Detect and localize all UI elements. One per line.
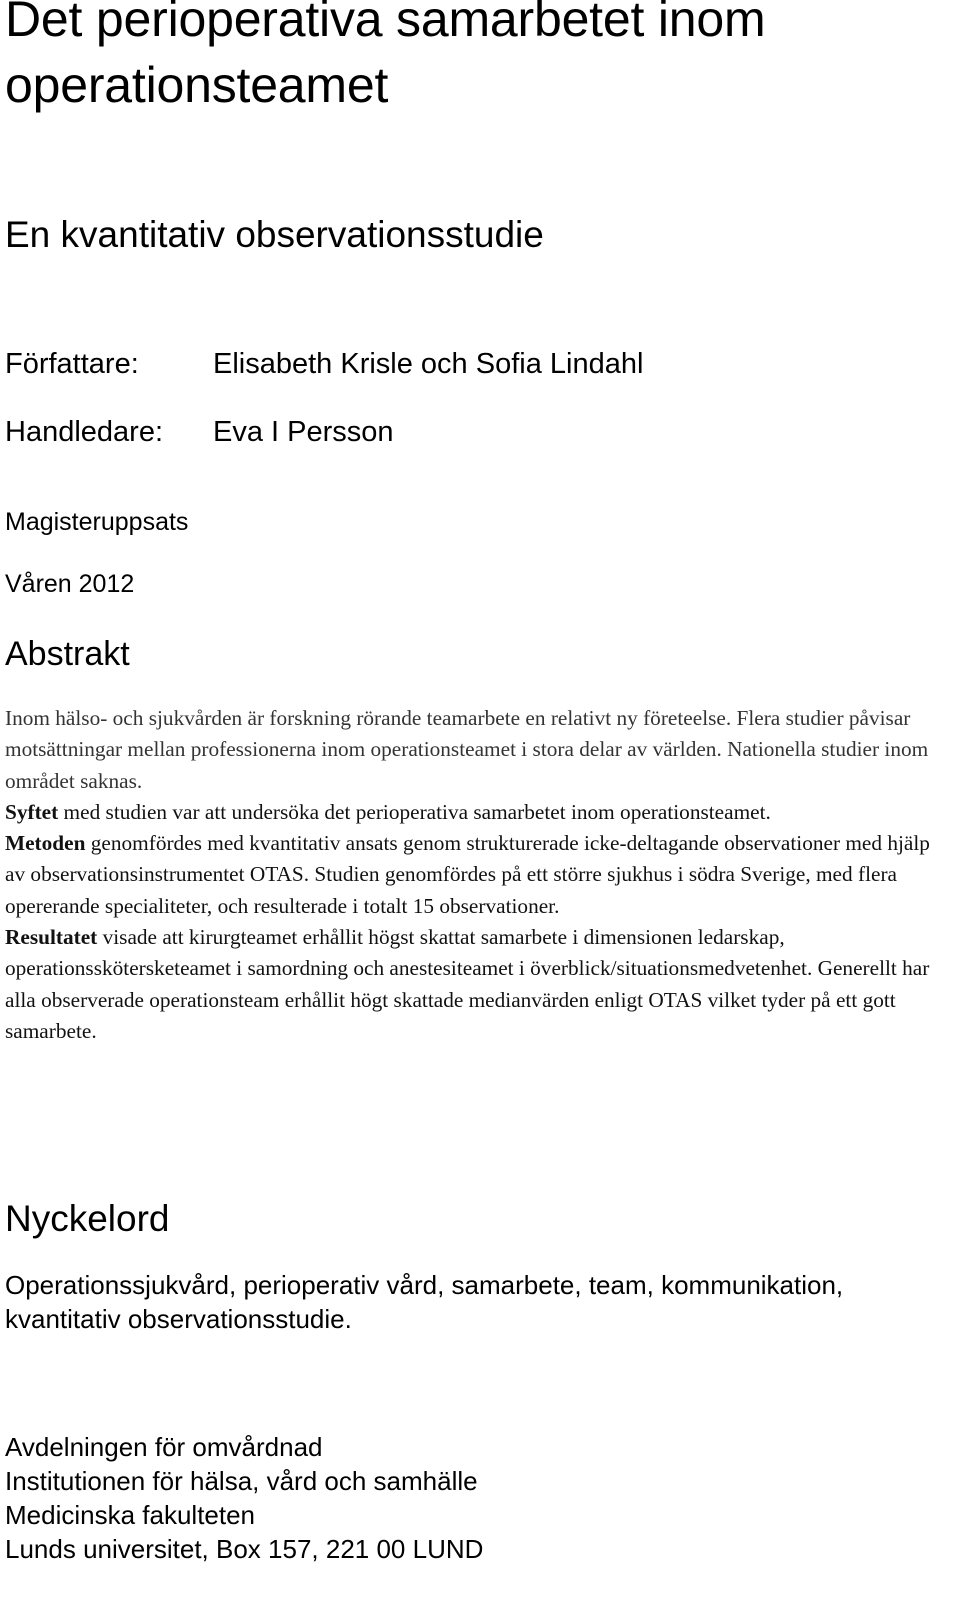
results-text: visade att kirurgteamet erhållit högst skattat samarbete i dimensionen ledarskap, operationsskötersketeamet i samordning och anestesiteamet i överblick/situationsmedvetenhet. Generellt har alla observerade operationsteam erhållit högt skattade medianvärden enligt OTAS vilket tyder på ett gott samarbete. (5, 925, 930, 1043)
aim-text: med studien var att undersöka det perioperativa samarbetet inom operationsteamet. (58, 799, 771, 824)
aim-label: Syftet (5, 799, 59, 824)
semester: Våren 2012 (5, 570, 135, 598)
abstract-intro: Inom hälso- och sjukvården är forskning rörande teamarbete en relativt ny företeelse. Flera studier påvisar motsättningar mellan professionerna inom operationsteamet i stora delar av världen. Nationella studier inom området saknas. (5, 706, 929, 793)
authors-label: Författare: (5, 348, 139, 380)
results-label: Resultatet (5, 925, 98, 950)
keywords-heading: Nyckelord (5, 1198, 170, 1239)
footer-institution: Institutionen för hälsa, vård och samhälle (5, 1466, 478, 1496)
thesis-type: Magisteruppsats (5, 508, 189, 536)
supervisor-row (5, 414, 394, 450)
abstract-aim (5, 797, 935, 828)
abstract-results (5, 922, 935, 1047)
method-text: genomfördes med kvantitativ ansats genom strukturerade icke-deltagande observationer med hjälp av observationsinstrumentet OTAS. Studien genomfördes på ett större sjukhus i södra Sverige, med flera opererande specialiteter, och resulterade i totalt 15 observationer. (5, 831, 930, 918)
keywords-text: Operationssjukvård, perioperativ vård, samarbete, team, kommunikation, kvantitativ observationsstudie. (5, 1270, 844, 1334)
supervisor-value: Eva I Persson (213, 416, 394, 448)
method-label: Metoden (5, 831, 86, 856)
document-title: Det perioperativa samarbetet inom operationsteamet (5, 0, 766, 113)
authors-row (5, 346, 643, 382)
footer-faculty: Medicinska fakulteten (5, 1500, 256, 1530)
document-subtitle: En kvantitativ observationsstudie (5, 214, 544, 255)
footer-address: Lunds universitet, Box 157, 221 00 LUND (5, 1534, 484, 1564)
authors-value: Elisabeth Krisle och Sofia Lindahl (213, 348, 644, 380)
footer-department: Avdelningen för omvårdnad (5, 1432, 323, 1462)
abstract-method (5, 828, 935, 922)
abstract-body (5, 703, 935, 1047)
abstract-heading: Abstrakt (5, 635, 130, 673)
footer-affiliation (5, 1430, 483, 1566)
supervisor-label: Handledare: (5, 416, 163, 448)
